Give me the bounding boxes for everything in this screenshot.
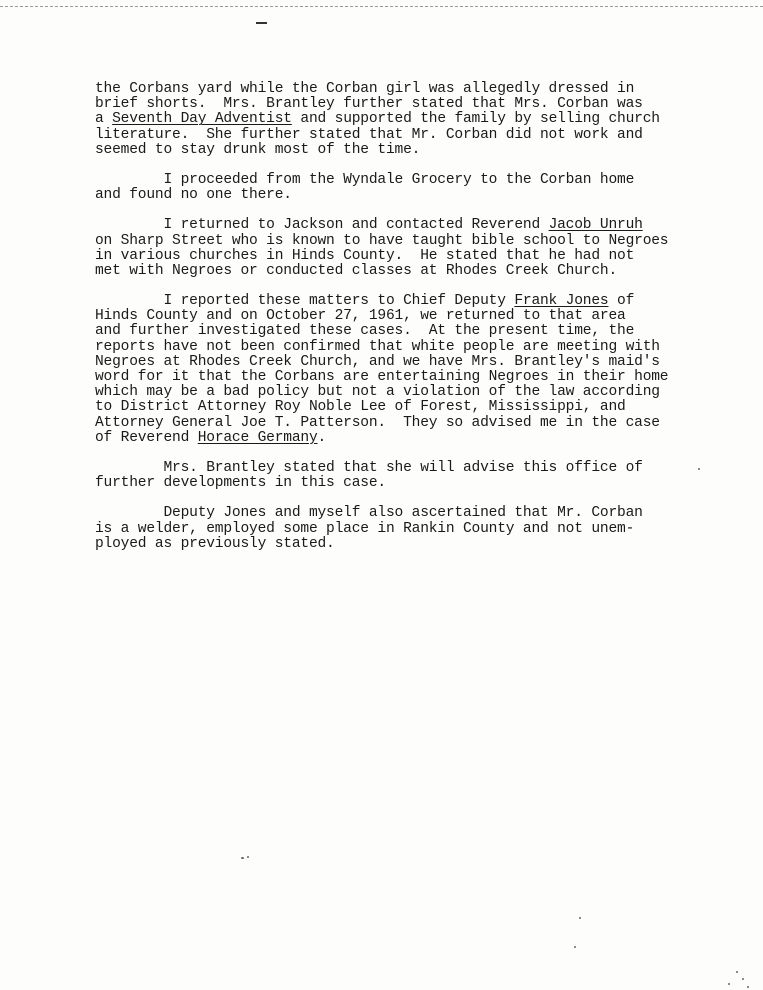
text-segment: in various churches in Hinds County. He stated that he had not [95,247,635,264]
text-segment: met with Negroes or conducted classes at Rhodes Creek Church. [95,262,618,279]
stray-dash-mark [256,22,267,24]
text-line [95,188,715,203]
speck-mark [574,946,576,948]
text-segment: is a welder, employed some place in Rankin County and not unem- [95,520,635,537]
text-line [95,416,715,431]
speck-mark [747,986,749,988]
text-line [95,476,715,491]
paragraph-p4 [95,294,715,446]
text-segment: further developments in this case. [95,475,386,492]
paragraph-p1 [95,82,715,158]
text-segment: ployed as previously stated. [95,535,335,552]
text-segment: literature. She further stated that Mr. Corban did not work and [95,126,643,143]
text-segment: Mrs. Brantley stated that she will advise this office of [95,459,643,476]
text-segment: to District Attorney Roy Noble Lee of Forest, Mississippi, and [95,399,626,416]
text-line [95,340,715,355]
text-segment: and supported the family by selling church [291,111,660,128]
text-line [95,522,715,537]
speck-mark [742,978,744,980]
text-line [95,128,715,143]
text-segment: Deputy Jones and myself also ascertained that Mr. Corban [95,505,643,522]
text-line [95,400,715,415]
text-line [95,218,715,233]
text-segment: . [317,429,327,446]
underlined-name: Horace Germany [197,429,318,446]
text-segment: and further investigated these cases. At the present time, the [95,323,635,340]
text-line [95,309,715,324]
text-segment: the Corbans yard while the Corban girl was allegedly dressed in [95,81,635,97]
text-line [95,143,715,158]
text-segment: I reported these matters to Chief Deputy [95,293,515,310]
text-segment: of [608,293,635,310]
underlined-name: Frank Jones [514,293,609,310]
text-line [95,431,715,446]
text-line [95,506,715,521]
page-top-edge [0,0,763,7]
text-line [95,97,715,112]
text-line [95,385,715,400]
text-line [95,370,715,385]
text-segment: Attorney General Joe T. Patterson. They so advised me in the case [95,414,660,431]
text-segment: Negroes at Rhodes Creek Church, and we have Mrs. Brantley's maid's [95,353,660,370]
paragraph-p3 [95,218,715,279]
text-segment: and found no one there. [95,187,292,204]
text-segment: brief shorts. Mrs. Brantley further stated that Mrs. Corban was [95,96,643,113]
paragraph-p2 [95,173,715,203]
text-segment: I returned to Jackson and contacted Reverend [95,217,549,234]
text-line [95,112,715,127]
text-line [95,234,715,249]
text-line [95,264,715,279]
text-segment: Hinds County and on October 27, 1961, we returned to that area [95,308,626,325]
speck-mark [728,983,730,985]
underlined-name: Seventh Day Adventist [112,111,292,128]
text-segment: which may be a bad policy but not a violation of the law according [95,384,660,401]
text-line [95,537,715,552]
text-segment: on Sharp Street who is known to have taught bible school to Negroes [95,232,669,249]
speck-mark [736,971,738,973]
text-segment: reports have not been confirmed that white people are meeting with [95,338,660,355]
text-line [95,355,715,370]
underlined-name: Jacob Unruh [548,217,643,234]
paragraph-p6 [95,506,715,552]
text-line [95,324,715,339]
text-line [95,82,715,97]
text-segment: I proceeded from the Wyndale Grocery to the Corban home [95,171,635,188]
speck-mark [247,856,249,858]
speck-mark [579,917,581,919]
typed-report-body [95,82,715,567]
speck-mark [241,857,244,859]
paragraph-p5 [95,461,715,491]
text-segment: of Reverend [95,429,198,446]
text-line [95,249,715,264]
text-line [95,461,715,476]
text-segment: a [95,111,113,128]
text-line [95,173,715,188]
text-line [95,294,715,309]
text-segment: word for it that the Corbans are entertaining Negroes in their home [95,369,669,385]
text-segment: seemed to stay drunk most of the time. [95,141,421,158]
